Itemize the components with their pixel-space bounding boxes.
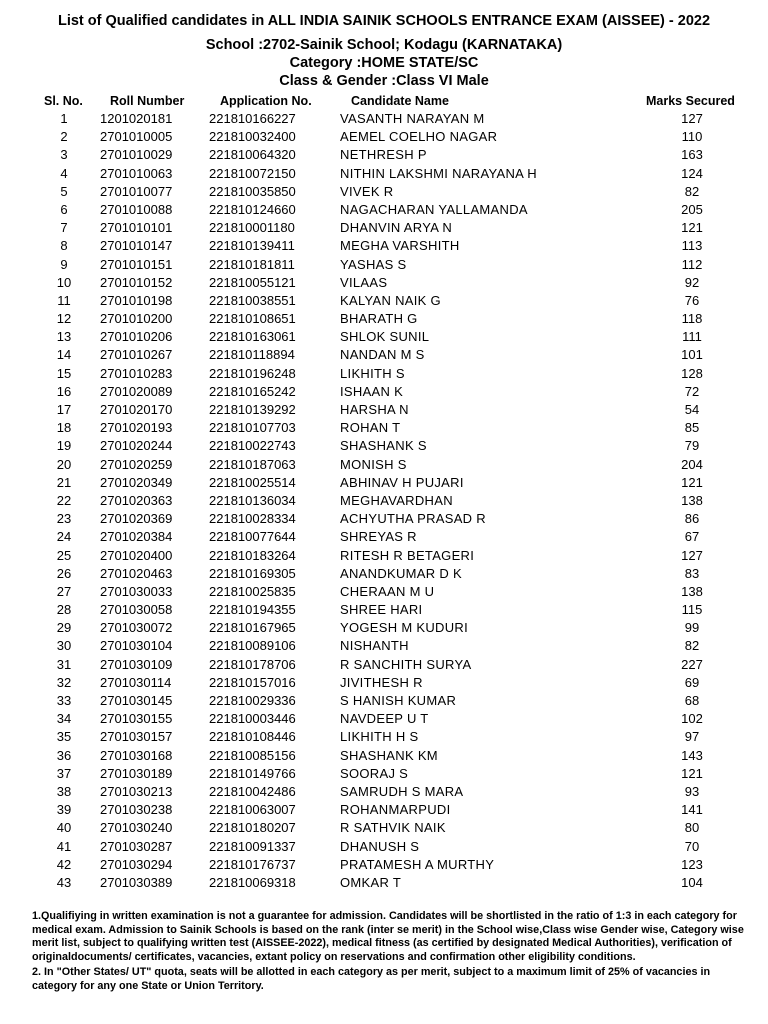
table-row	[0, 456, 768, 474]
candidate-name: LIKHITH H S	[340, 729, 419, 745]
roll-number: 2701010198	[100, 292, 173, 308]
candidate-name: YASHAS S	[340, 256, 407, 272]
marks-secured: 121	[681, 474, 703, 490]
application-number: 221810139292	[209, 402, 296, 417]
application-number: 221810176737	[209, 856, 296, 872]
application-number: 221810194355	[209, 602, 296, 618]
serial-number: 39	[56, 802, 72, 818]
serial-number: 19	[56, 438, 72, 454]
serial-number: 42	[56, 856, 72, 872]
marks-secured: 54	[684, 402, 700, 417]
notes-section	[32, 910, 752, 995]
serial-number: 34	[56, 711, 72, 727]
marks-secured: 113	[681, 238, 703, 254]
table-row	[0, 292, 768, 310]
marks-secured: 127	[681, 111, 703, 126]
candidate-name: MONISH S	[340, 456, 407, 472]
roll-number: 2701020400	[100, 547, 173, 563]
marks-secured: 115	[681, 602, 703, 618]
candidate-name: S HANISH KUMAR	[340, 693, 457, 708]
application-number: 221810091337	[209, 838, 296, 854]
candidate-name: NANDAN M S	[340, 347, 425, 363]
marks-secured: 138	[681, 583, 703, 599]
serial-number: 6	[60, 201, 68, 217]
serial-number: 17	[56, 402, 72, 417]
application-number: 221810029336	[209, 693, 296, 708]
marks-secured: 70	[684, 838, 700, 854]
roll-number: 2701010029	[100, 147, 173, 163]
marks-secured: 112	[681, 256, 703, 272]
table-row	[0, 146, 768, 164]
candidate-name: JIVITHESH R	[340, 674, 423, 690]
candidate-name: MEGHA VARSHITH	[340, 238, 460, 254]
marks-secured: 121	[681, 220, 703, 236]
application-number: 221810064320	[209, 147, 296, 163]
table-row	[0, 747, 768, 765]
table-row	[0, 819, 768, 837]
serial-number: 4	[60, 165, 68, 181]
note-1: 1.Qualifiying in written examination is not a guarantee for admission. Candidates will be shortlisted in the ratio of 1:3 in each category for medical exam. Admission to Sainik Schools is based on the rank (inter se merit) in the School wise,Class wise Gender wise, Category wise merit list, subject to qualifying written test (AISSEE-2022), medical fitness (as certified by designated Medical Authorities), verification of originaldocuments/ certificates, vacancies, extant policy on reservations and confirmation other eligibility conditions.	[32, 910, 744, 963]
application-number: 221810167965	[209, 620, 296, 636]
application-number: 221810163061	[209, 329, 296, 345]
application-number: 221810107703	[209, 420, 296, 436]
serial-number: 35	[56, 729, 72, 745]
marks-secured: 204	[681, 456, 703, 472]
application-number: 221810003446	[209, 711, 296, 727]
candidate-name: NITHIN LAKSHMI NARAYANA H	[340, 165, 537, 181]
candidate-name: SHREYAS R	[340, 529, 417, 545]
marks-secured: 92	[684, 274, 700, 290]
serial-number: 11	[57, 292, 71, 308]
table-row	[0, 419, 768, 437]
table-row	[0, 601, 768, 619]
table-row	[0, 783, 768, 801]
application-number: 221810038551	[209, 292, 296, 308]
roll-number: 2701010200	[100, 311, 173, 327]
table-row	[0, 856, 768, 874]
table-row	[0, 728, 768, 746]
application-number: 221810165242	[209, 383, 296, 399]
roll-number: 2701030104	[100, 638, 173, 654]
roll-number: 2701030114	[100, 674, 172, 690]
roll-number: 2701020463	[100, 565, 173, 581]
marks-secured: 82	[684, 183, 700, 199]
serial-number: 2	[60, 129, 68, 145]
marks-secured: 227	[681, 656, 703, 672]
table-row	[0, 383, 768, 401]
marks-secured: 118	[681, 311, 703, 327]
table-row	[0, 565, 768, 583]
serial-number: 41	[56, 838, 72, 854]
serial-number: 8	[60, 238, 68, 254]
application-number: 221810077644	[209, 529, 296, 545]
serial-number: 43	[56, 874, 72, 890]
application-number: 221810180207	[209, 820, 296, 836]
candidate-name: SOORAJ S	[340, 765, 409, 781]
table-row	[0, 637, 768, 655]
application-number: 221810136034	[209, 492, 296, 508]
serial-number: 37	[56, 765, 72, 781]
marks-secured: 76	[684, 292, 700, 308]
serial-number: 32	[56, 674, 72, 690]
candidate-name: R SANCHITH SURYA	[340, 656, 472, 672]
application-number: 221810157016	[209, 674, 296, 690]
application-number: 221810025514	[209, 474, 296, 490]
candidate-name: NISHANTH	[340, 638, 409, 654]
application-number: 221810108446	[209, 729, 296, 745]
application-number: 221810001180	[209, 220, 295, 236]
note-2: 2. In "Other States/ UT" quota, seats will be allotted in each category as per merit, subject to a maximum limit of 25% of vacancies in category for any one State or Union Territory.	[32, 966, 711, 992]
serial-number: 15	[56, 365, 72, 381]
table-row	[0, 656, 768, 674]
marks-secured: 97	[684, 729, 700, 745]
marks-secured: 79	[684, 438, 700, 454]
roll-number: 2701020193	[100, 420, 173, 436]
school-line: School :2702-Sainik School; Kodagu (KARNATAKA)	[205, 37, 563, 53]
table-row	[0, 674, 768, 692]
candidate-name: SHREE HARI	[340, 602, 423, 618]
candidate-name: LIKHITH S	[340, 365, 405, 381]
application-number: 221810055121	[209, 274, 296, 290]
roll-number: 2701030238	[100, 802, 173, 818]
roll-number: 2701010206	[100, 329, 173, 345]
candidate-name: VIVEK R	[340, 183, 394, 199]
application-number: 221810139411	[209, 238, 295, 254]
table-row	[0, 219, 768, 237]
application-number: 221810124660	[209, 201, 296, 217]
roll-number: 2701010147	[100, 238, 173, 254]
candidate-name: PRATAMESH A MURTHY	[340, 856, 495, 872]
marks-secured: 121	[681, 765, 703, 781]
roll-number: 2701020259	[100, 456, 173, 472]
table-row	[0, 510, 768, 528]
roll-number: 2701030168	[100, 747, 173, 763]
table-row	[0, 692, 768, 710]
serial-number: 13	[56, 329, 72, 345]
roll-number: 2701030072	[100, 620, 173, 636]
serial-number: 24	[56, 529, 72, 545]
candidate-name: ANANDKUMAR D K	[340, 565, 462, 581]
marks-secured: 163	[681, 147, 703, 163]
table-row	[0, 256, 768, 274]
application-number: 221810169305	[209, 565, 296, 581]
application-number: 221810032400	[209, 129, 296, 145]
table-row	[0, 547, 768, 565]
candidate-name: RITESH R BETAGERI	[340, 547, 475, 563]
roll-number: 2701020089	[100, 383, 173, 399]
application-number: 221810025835	[209, 583, 296, 599]
table-row	[0, 838, 768, 856]
marks-secured: 85	[684, 420, 700, 436]
application-number: 221810063007	[209, 802, 296, 818]
column-header-application-no: Application No.	[220, 94, 312, 108]
candidate-name: ISHAAN K	[340, 383, 404, 399]
candidate-name: DHANVIN ARYA N	[340, 220, 453, 236]
marks-secured: 82	[684, 638, 700, 654]
marks-secured: 68	[684, 693, 700, 708]
serial-number: 7	[60, 220, 68, 236]
table-row	[0, 401, 768, 419]
table-row	[0, 365, 768, 383]
table-row	[0, 110, 768, 128]
marks-secured: 101	[681, 347, 703, 363]
roll-number: 2701010283	[100, 365, 173, 381]
serial-number: 29	[56, 620, 72, 636]
application-number: 221810181811	[209, 256, 295, 272]
roll-number: 2701030157	[100, 729, 173, 745]
table-row	[0, 874, 768, 892]
serial-number: 25	[56, 547, 72, 563]
serial-number: 12	[56, 311, 72, 327]
roll-number: 2701010151	[100, 256, 173, 272]
roll-number: 2701030189	[100, 765, 173, 781]
serial-number: 5	[60, 183, 68, 199]
serial-number: 26	[56, 565, 72, 581]
application-number: 221810118894	[209, 347, 295, 363]
candidate-name: ROHAN T	[340, 420, 401, 436]
table-row	[0, 492, 768, 510]
candidate-name: AEMEL COELHO NAGAR	[340, 129, 498, 145]
serial-number: 10	[56, 274, 72, 290]
roll-number: 2701030109	[100, 656, 173, 672]
marks-secured: 141	[681, 802, 703, 818]
serial-number: 27	[56, 583, 72, 599]
candidate-name: OMKAR T	[340, 874, 402, 890]
table-row	[0, 437, 768, 455]
marks-secured: 93	[684, 783, 700, 799]
candidate-name: R SATHVIK NAIK	[340, 820, 446, 836]
marks-secured: 104	[681, 874, 703, 890]
application-number: 221810166227	[209, 111, 296, 126]
roll-number: 2701030287	[100, 838, 173, 854]
application-number: 221810089106	[209, 638, 296, 654]
roll-number: 2701030389	[100, 874, 173, 890]
roll-number: 1201020181	[100, 111, 173, 126]
candidate-name: CHERAAN M U	[340, 583, 435, 599]
roll-number: 2701010101	[100, 220, 173, 236]
roll-number: 2701030145	[100, 693, 173, 708]
serial-number: 9	[60, 256, 68, 272]
serial-number: 16	[56, 383, 72, 399]
candidate-name: SHLOK SUNIL	[340, 329, 430, 345]
serial-number: 3	[60, 147, 68, 163]
roll-number: 2701010267	[100, 347, 173, 363]
candidate-name: KALYAN NAIK G	[340, 292, 441, 308]
candidate-name: YOGESH M KUDURI	[340, 620, 469, 636]
roll-number: 2701030240	[100, 820, 173, 836]
serial-number: 23	[56, 511, 72, 527]
application-number: 221810042486	[209, 783, 296, 799]
application-number: 221810085156	[209, 747, 296, 763]
table-row	[0, 801, 768, 819]
marks-secured: 99	[684, 620, 700, 636]
marks-secured: 128	[681, 365, 703, 381]
marks-secured: 67	[684, 529, 700, 545]
candidate-name: VILAAS	[340, 274, 388, 290]
column-header-marks-secured: Marks Secured	[646, 94, 735, 108]
candidate-name: ACHYUTHA PRASAD R	[340, 511, 486, 527]
marks-secured: 72	[684, 383, 700, 399]
table-row	[0, 237, 768, 255]
table-row	[0, 201, 768, 219]
roll-number: 2701010005	[100, 129, 173, 145]
table-row	[0, 274, 768, 292]
candidate-name: NAGACHARAN YALLAMANDA	[340, 201, 528, 217]
table-row	[0, 183, 768, 201]
roll-number: 2701020349	[100, 474, 173, 490]
application-number: 221810108651	[209, 311, 296, 327]
column-header-candidate-name: Candidate Name	[351, 94, 449, 108]
roll-number: 2701030058	[100, 602, 173, 618]
candidate-table-body	[0, 110, 768, 892]
application-number: 221810022743	[209, 438, 296, 454]
marks-secured: 123	[681, 856, 703, 872]
candidate-name: NAVDEEP U T	[340, 711, 429, 727]
table-row	[0, 474, 768, 492]
marks-secured: 110	[681, 129, 703, 145]
roll-number: 2701010077	[100, 183, 173, 199]
serial-number: 1	[60, 111, 68, 126]
marks-secured: 138	[681, 492, 703, 508]
serial-number: 33	[56, 693, 72, 708]
class-gender-line: Class & Gender :Class VI Male	[279, 73, 489, 89]
serial-number: 31	[56, 656, 72, 672]
marks-secured: 102	[681, 711, 703, 727]
application-number: 221810149766	[209, 765, 296, 781]
candidate-name: HARSHA N	[340, 402, 409, 417]
marks-secured: 205	[681, 201, 703, 217]
candidate-name: ABHINAV H PUJARI	[340, 474, 464, 490]
column-header-sl-no: Sl. No.	[44, 94, 83, 108]
roll-number: 2701030155	[100, 711, 173, 727]
table-row	[0, 619, 768, 637]
candidate-name: VASANTH NARAYAN M	[340, 111, 485, 126]
table-row	[0, 310, 768, 328]
marks-secured: 69	[684, 674, 700, 690]
column-header-roll-number: Roll Number	[110, 94, 185, 108]
marks-secured: 80	[684, 820, 700, 836]
category-line: Category :HOME STATE/SC	[289, 55, 479, 71]
candidate-name: MEGHAVARDHAN	[340, 492, 453, 508]
roll-number: 2701020369	[100, 511, 173, 527]
marks-secured: 83	[684, 565, 700, 581]
table-row	[0, 346, 768, 364]
marks-secured: 143	[681, 747, 703, 763]
candidate-name: SHASHANK KM	[340, 747, 438, 763]
serial-number: 14	[56, 347, 72, 363]
roll-number: 2701030294	[100, 856, 173, 872]
marks-secured: 124	[681, 165, 703, 181]
application-number: 221810069318	[209, 874, 296, 890]
candidate-name: DHANUSH S	[340, 838, 420, 854]
application-number: 221810028334	[209, 511, 296, 527]
roll-number: 2701020384	[100, 529, 173, 545]
application-number: 221810187063	[209, 456, 296, 472]
roll-number: 2701030213	[100, 783, 173, 799]
application-number: 221810178706	[209, 656, 296, 672]
page-title: List of Qualified candidates in ALL INDIA SAINIK SCHOOLS ENTRANCE EXAM (AISSEE) - 2022	[57, 13, 711, 29]
serial-number: 40	[56, 820, 72, 836]
roll-number: 2701020170	[100, 402, 173, 417]
serial-number: 18	[56, 420, 72, 436]
table-row	[0, 765, 768, 783]
application-number: 221810035850	[209, 183, 296, 199]
roll-number: 2701030033	[100, 583, 173, 599]
serial-number: 21	[56, 474, 72, 490]
roll-number: 2701010063	[100, 165, 173, 181]
application-number: 221810072150	[209, 165, 296, 181]
serial-number: 38	[56, 783, 72, 799]
roll-number: 2701010152	[100, 274, 173, 290]
table-row	[0, 328, 768, 346]
candidate-name: SHASHANK S	[340, 438, 427, 454]
table-row	[0, 165, 768, 183]
table-row	[0, 583, 768, 601]
table-row	[0, 710, 768, 728]
serial-number: 20	[56, 456, 72, 472]
table-row	[0, 128, 768, 146]
candidate-name: NETHRESH P	[340, 147, 427, 163]
serial-number: 22	[56, 492, 72, 508]
application-number: 221810196248	[209, 365, 296, 381]
candidate-name: SAMRUDH S MARA	[340, 783, 464, 799]
marks-secured: 86	[684, 511, 700, 527]
application-number: 221810183264	[209, 547, 296, 563]
candidate-name: ROHANMARPUDI	[340, 802, 451, 818]
serial-number: 28	[56, 602, 72, 618]
marks-secured: 127	[681, 547, 703, 563]
serial-number: 30	[56, 638, 72, 654]
serial-number: 36	[56, 747, 72, 763]
roll-number: 2701020244	[100, 438, 173, 454]
marks-secured: 111	[682, 329, 702, 345]
table-row	[0, 528, 768, 546]
candidate-name: BHARATH G	[340, 311, 418, 327]
roll-number: 2701020363	[100, 492, 173, 508]
roll-number: 2701010088	[100, 201, 173, 217]
